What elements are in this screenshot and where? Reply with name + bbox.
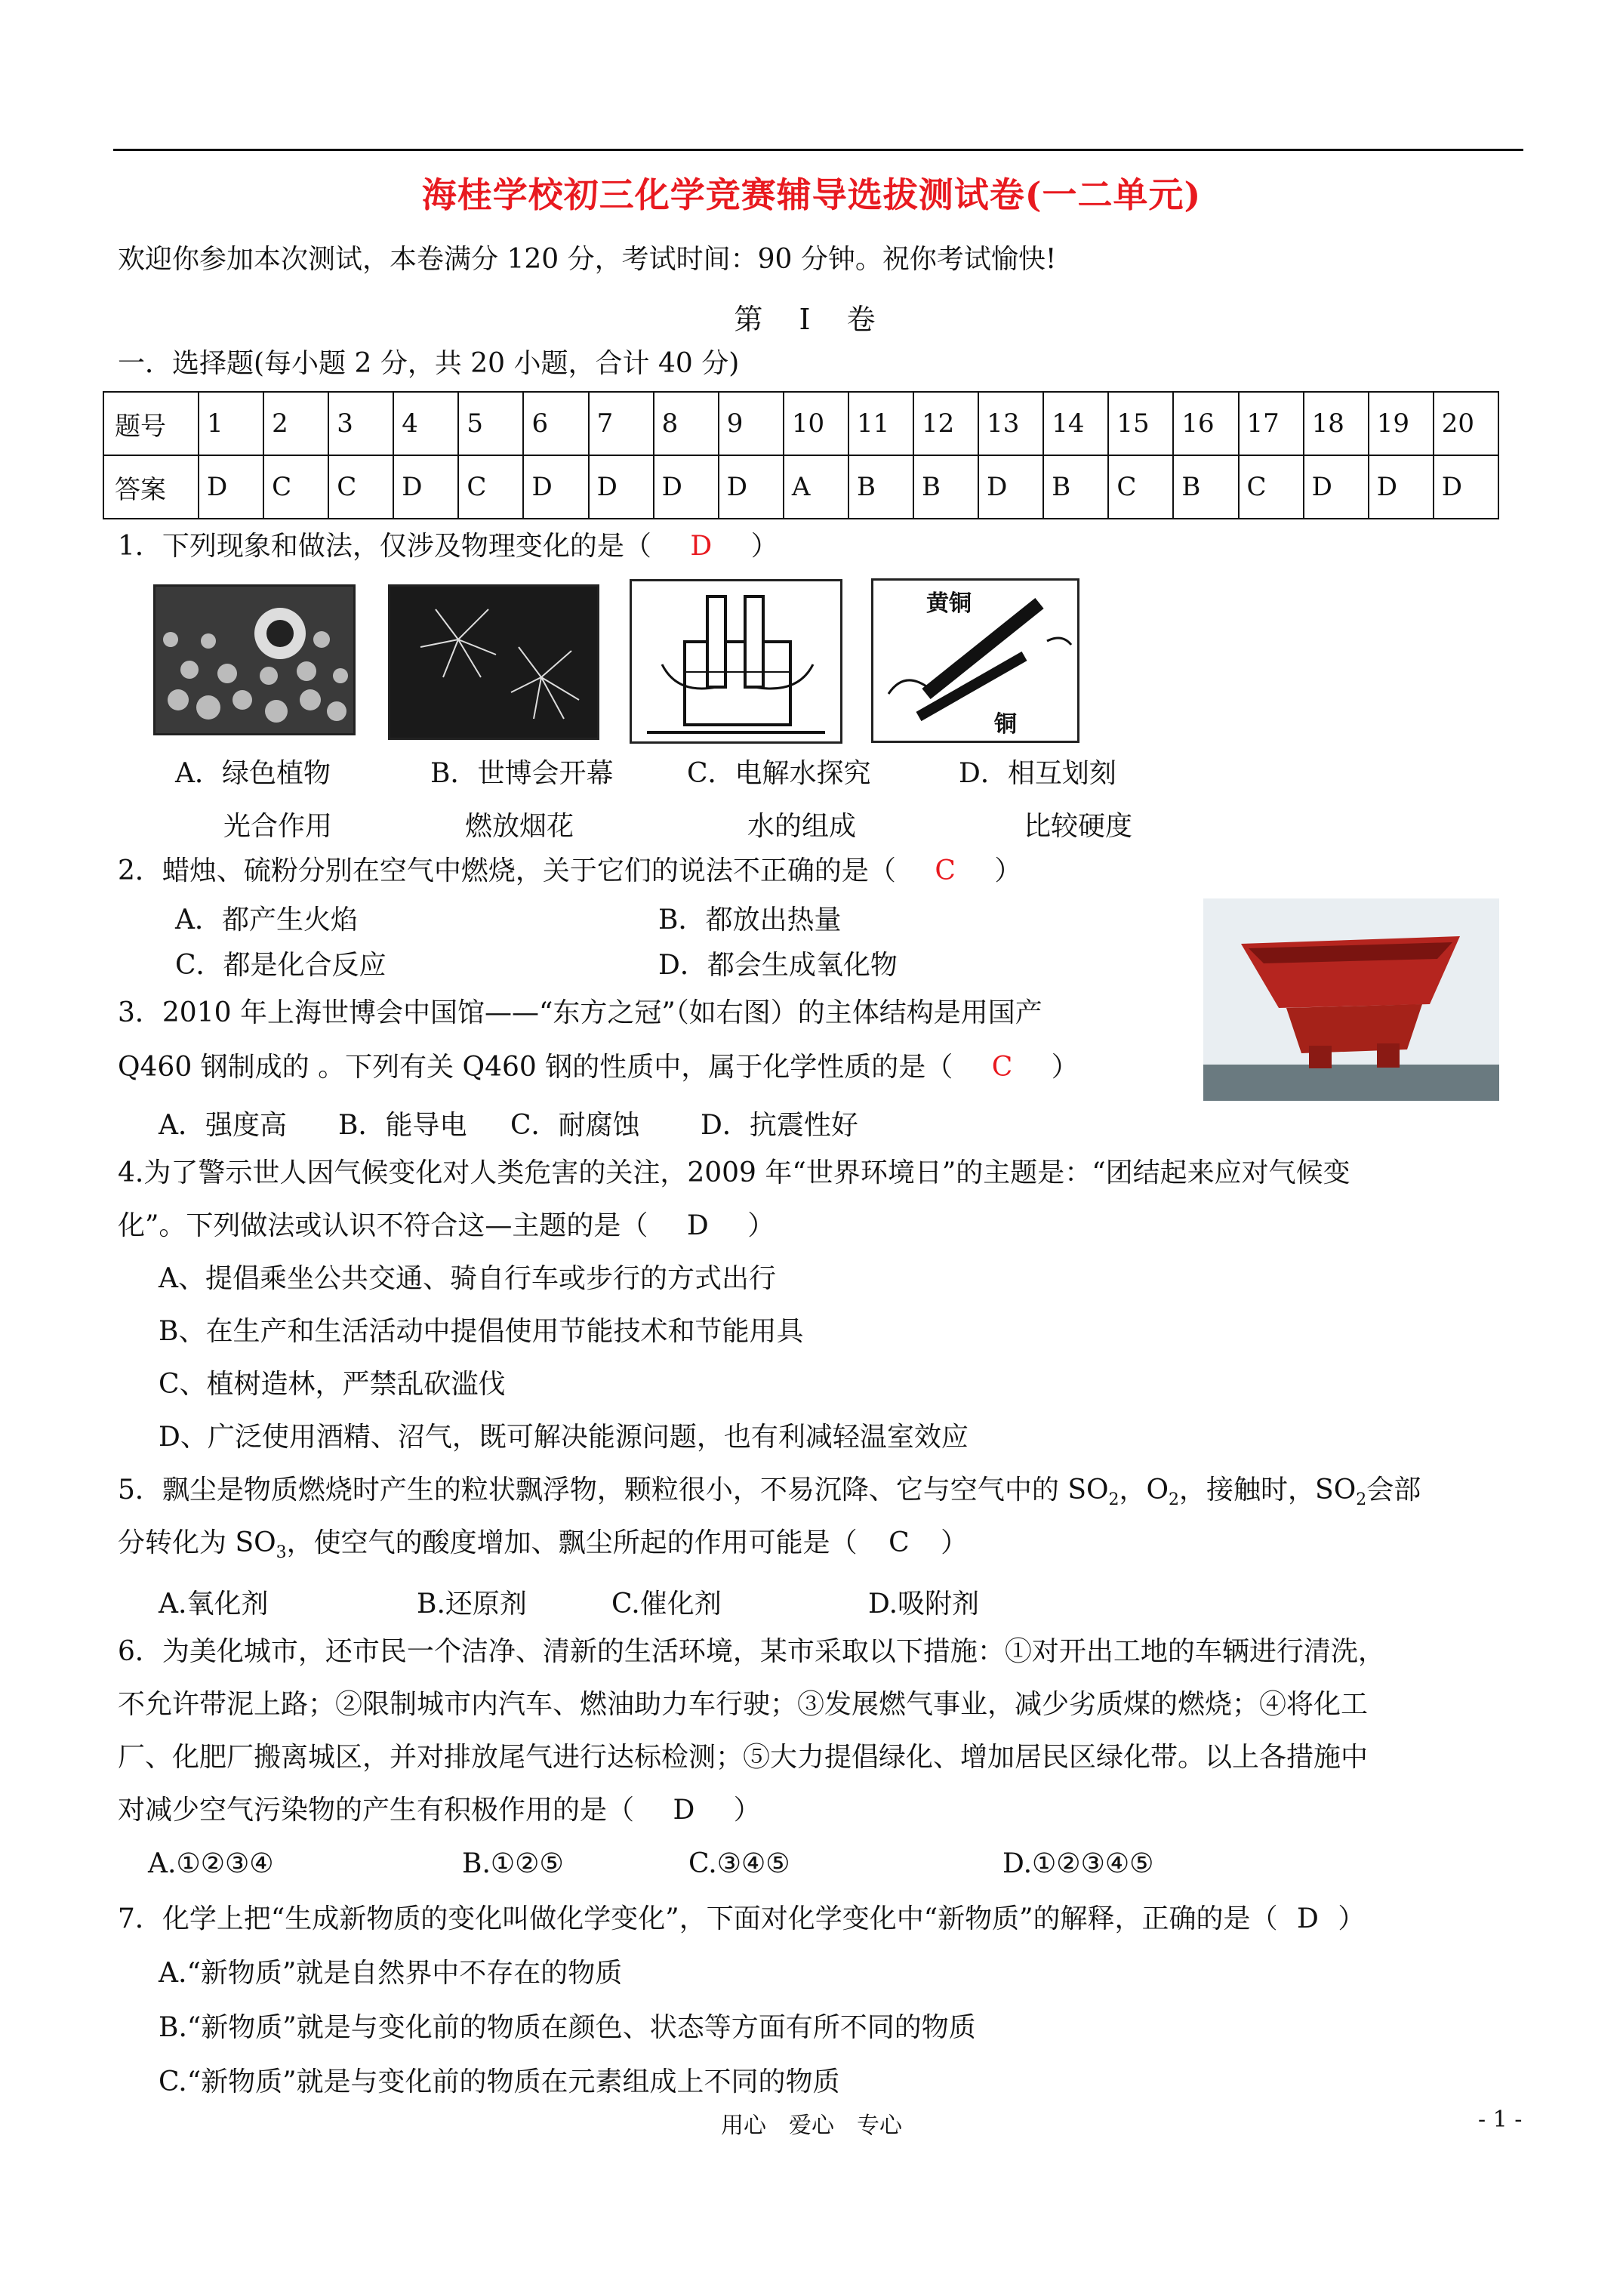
q3-option-c: C．耐腐蚀: [510, 1110, 640, 1141]
table-cell: C: [458, 455, 523, 519]
question-3-line2: [118, 1051, 1079, 1084]
table-cell: C: [1239, 455, 1304, 519]
q1-option-b-line1: B．世博会开幕: [430, 758, 614, 789]
china-pavilion-image: [1203, 898, 1499, 1101]
table-cell: 6: [523, 392, 588, 455]
table-cell: D: [589, 455, 654, 519]
question-text: 分转化为 SO: [118, 1527, 276, 1558]
table-cell: 14: [1043, 392, 1108, 455]
question-6-line4: [118, 1794, 761, 1827]
question-text: 2．蜡烛、硫粉分别在空气中燃烧，关于它们的说法不正确的是（: [118, 855, 896, 886]
table-cell: 7: [589, 392, 654, 455]
table-cell: B: [1043, 455, 1108, 519]
question-2-stem: [118, 855, 1021, 888]
table-cell: 1: [199, 392, 263, 455]
question-4-line2: [118, 1210, 775, 1243]
q2-option-a: A．都产生火焰: [175, 905, 358, 935]
q5-option-d: D.吸附剂: [868, 1589, 980, 1620]
question-text: ，O: [1119, 1475, 1169, 1505]
scratch-test-image: [871, 578, 1079, 743]
answer-table: [103, 391, 1499, 519]
table-cell: 2: [263, 392, 328, 455]
table-cell: B: [913, 455, 978, 519]
question-text: 1．下列现象和做法，仅涉及物理变化的是（: [118, 531, 651, 562]
question-text: 会部: [1366, 1475, 1421, 1505]
q2-option-b: B．都放出热量: [658, 905, 842, 935]
table-cell: D: [199, 455, 263, 519]
question-text: ，接触时，SO: [1179, 1475, 1357, 1505]
page-number: - 1 -: [1478, 2106, 1523, 2133]
table-cell: 题号: [103, 392, 199, 455]
header-rule: [113, 149, 1523, 151]
page-title: 海桂学校初三化学竞赛辅导选拔测试卷(一二单元): [421, 174, 1202, 215]
table-cell: D: [523, 455, 588, 519]
table-cell: D: [1434, 455, 1498, 519]
question-text: ，使空气的酸度增加、飘尘所起的作用可能是（: [286, 1527, 858, 1558]
table-cell: B: [1173, 455, 1238, 519]
question-4-line1: 4.为了警示世人因气候变化对人类危害的关注，2009 年“世界环境日”的主题是：“团结起来应对气候变: [118, 1157, 1350, 1188]
q7-option-c: C.“新物质”就是与变化前的物质在元素组成上不同的物质: [159, 2066, 840, 2097]
question-6-line2: 不允许带泥上路；②限制城市内汽车、燃油助力车行驶；③发展燃气事业，减少劣质煤的燃烧；④将化工: [118, 1689, 1369, 1720]
footer-motto: 用心 爱心 专心: [721, 2113, 902, 2139]
subscript: 2: [1169, 1490, 1180, 1510]
table-cell: D: [719, 455, 784, 519]
question-7-line1: [118, 1903, 1365, 1936]
q3-option-b: B．能导电: [338, 1110, 467, 1141]
q5-option-c: C.催化剂: [611, 1589, 722, 1620]
answer-mark: C: [991, 1052, 1013, 1083]
q1-option-d-line1: D．相互划刻: [959, 758, 1116, 789]
table-cell: 15: [1108, 392, 1173, 455]
bracket: ）: [1338, 1903, 1366, 1934]
copper-label: 铜: [994, 711, 1017, 738]
table-cell: D: [978, 455, 1043, 519]
q7-option-b: B.“新物质”就是与变化前的物质在颜色、状态等方面有所不同的物质: [159, 2012, 976, 2043]
table-cell: 17: [1239, 392, 1304, 455]
q3-option-d: D．抗震性好: [701, 1110, 858, 1141]
bracket: ）: [941, 1527, 969, 1558]
table-cell: 5: [458, 392, 523, 455]
table-cell: 4: [393, 392, 458, 455]
q2-option-c: C．都是化合反应: [175, 950, 387, 981]
answer-mark: D: [673, 1795, 695, 1826]
q3-option-a: A．强度高: [159, 1110, 287, 1141]
subscript: 2: [1356, 1490, 1367, 1510]
table-cell: 12: [913, 392, 978, 455]
sunflower-image: [153, 584, 356, 735]
brass-label: 黄铜: [926, 590, 972, 617]
fireworks-image: [388, 584, 599, 740]
table-cell: 10: [784, 392, 848, 455]
table-cell: C: [263, 455, 328, 519]
section-heading: 一．选择题(每小题 2 分，共 20 小题，合计 40 分): [118, 348, 740, 379]
q2-option-d: D．都会生成氧化物: [658, 950, 898, 981]
q4-option-a: A、提倡乘坐公共交通、骑自行车或步行的方式出行: [159, 1263, 776, 1294]
question-text: 5．飘尘是物质燃烧时产生的粒状飘浮物，颗粒很小，不易沉降、它与空气中的 SO: [118, 1475, 1109, 1505]
question-5-line2: [118, 1527, 968, 1570]
answer-mark: C: [935, 855, 956, 886]
q4-option-d: D、广泛使用酒精、沼气，既可解决能源问题，也有利减轻温室效应: [159, 1422, 969, 1453]
table-cell: 答案: [103, 455, 199, 519]
question-6-line3: 厂、化肥厂搬离城区，并对排放尾气进行达标检测；⑤大力提倡绿化、增加居民区绿化带。以上各措施中: [118, 1742, 1369, 1773]
table-cell: D: [393, 455, 458, 519]
q1-option-c-line1: C．电解水探究: [687, 758, 871, 789]
table-cell: 11: [848, 392, 913, 455]
q6-option-b: B.①②⑤: [462, 1848, 564, 1879]
table-row: [103, 392, 1498, 455]
table-cell: 3: [328, 392, 393, 455]
table-row: [103, 455, 1498, 519]
q1-option-a-line2: 光合作用: [223, 811, 333, 842]
bracket: ）: [1051, 1052, 1079, 1083]
table-cell: D: [1304, 455, 1369, 519]
q4-option-c: C、植树造林，严禁乱砍滥伐: [159, 1369, 506, 1400]
question-text: Q460 钢制成的 。下列有关 Q460 钢的性质中，属于化学性质的是（: [118, 1052, 953, 1083]
table-cell: D: [1369, 455, 1434, 519]
subscript: 2: [1108, 1490, 1119, 1510]
q1-option-c-line2: 水的组成: [747, 811, 857, 842]
table-cell: B: [848, 455, 913, 519]
table-cell: A: [784, 455, 848, 519]
answer-mark: D: [1296, 1903, 1319, 1934]
bracket: ）: [747, 1210, 775, 1241]
question-5-line1: [118, 1474, 1421, 1517]
bracket: ）: [733, 1795, 761, 1826]
table-cell: 8: [654, 392, 719, 455]
table-cell: 13: [978, 392, 1043, 455]
question-6-line1: 6．为美化城市，还市民一个洁净、清新的生活环境，某市采取以下措施：①对开出工地的车辆进行清洗，: [118, 1636, 1385, 1667]
question-1-stem: [118, 530, 778, 563]
q5-option-a: A.氧化剂: [159, 1589, 269, 1620]
answer-mark: D: [686, 1210, 709, 1241]
question-text: 化”。下列做法或认识不符合这—主题的是（: [118, 1210, 648, 1241]
subscript: 3: [276, 1543, 287, 1563]
electrolysis-image: [630, 579, 842, 744]
bracket: ）: [750, 531, 778, 562]
part-heading: 第 I 卷: [734, 303, 889, 336]
q6-option-d: D.①②③④⑤: [1002, 1848, 1154, 1879]
answer-mark: C: [888, 1527, 910, 1558]
table-cell: 20: [1434, 392, 1498, 455]
table-cell: 16: [1173, 392, 1238, 455]
table-cell: C: [1108, 455, 1173, 519]
q1-option-b-line2: 燃放烟花: [465, 811, 574, 842]
table-cell: 9: [719, 392, 784, 455]
q6-option-c: C.③④⑤: [688, 1848, 790, 1879]
q6-option-a: A.①②③④: [148, 1848, 274, 1879]
table-cell: D: [654, 455, 719, 519]
q5-option-b: B.还原剂: [417, 1589, 527, 1620]
table-cell: 19: [1369, 392, 1434, 455]
intro-text: 欢迎你参加本次测试，本卷满分 120 分，考试时间：90 分钟。祝你考试愉快!: [118, 244, 1057, 275]
bracket: ）: [994, 855, 1022, 886]
table-cell: C: [328, 455, 393, 519]
table-cell: 18: [1304, 392, 1369, 455]
q4-option-b: B、在生产和生活活动中提倡使用节能技术和节能用具: [159, 1316, 804, 1347]
answer-mark: D: [690, 531, 713, 562]
question-3-line1: 3．2010 年上海世博会中国馆——“东方之冠”（如右图）的主体结构是用国产: [118, 997, 1042, 1028]
q1-option-d-line2: 比较硬度: [1024, 811, 1133, 842]
q1-option-a-line1: A．绿色植物: [175, 758, 331, 789]
question-text: 7．化学上把“生成新物质的变化叫做化学变化”，下面对化学变化中“新物质”的解释，正确的是（: [118, 1903, 1278, 1934]
question-text: 对减少空气污染物的产生有积极作用的是（: [118, 1795, 635, 1826]
q7-option-a: A.“新物质”就是自然界中不存在的物质: [159, 1958, 623, 1989]
